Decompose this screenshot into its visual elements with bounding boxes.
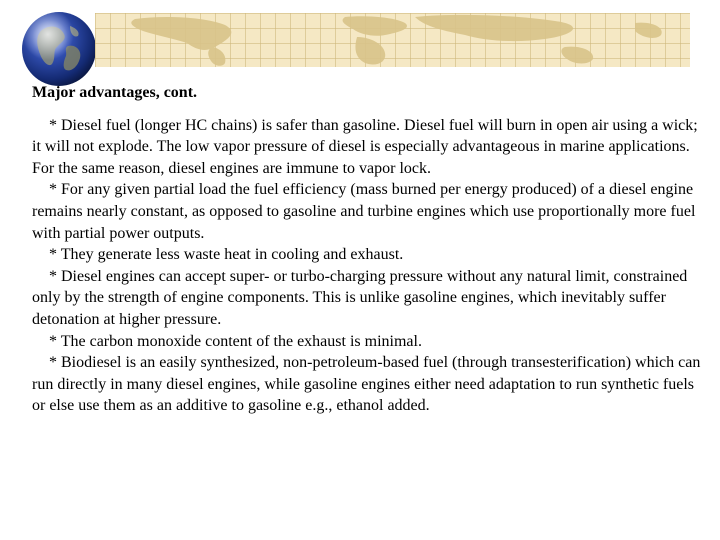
- bullet-paragraph: * For any given partial load the fuel efficiency (mass burned per energy produced) of a diesel engine remains nearly constant, as opposed to gasoline and turbine engines which use proportionally more fuel with partial power outputs.: [32, 181, 696, 242]
- bullet-paragraph: * They generate less waste heat in cooling and exhaust.: [49, 246, 404, 264]
- bullet-paragraph: * Diesel engines can accept super- or turbo-charging pressure without any natural limit, constrained only by the strength of engine components. This is unlike gasoline engines, which inevitably suffer detonation at higher pressure.: [32, 267, 688, 328]
- globe-icon: [20, 10, 98, 88]
- world-map-banner: [95, 13, 690, 67]
- slide-body: [32, 82, 702, 417]
- slide-heading: Major advantages, cont.: [32, 84, 198, 101]
- bullet-paragraph: * Biodiesel is an easily synthesized, non-petroleum-based fuel (through transesterification) which can run directly in many diesel engines, while gasoline engines either need adaptation to run synthetic fuels or else use them as an additive to gasoline e.g., ethanol added.: [32, 354, 701, 415]
- bullet-paragraph: * Diesel fuel (longer HC chains) is safer than gasoline. Diesel fuel will burn in open air using a wick; it will not explode. The low vapor pressure of diesel is especially advantageous in marine applications. For the same reason, diesel engines are immune to vapor lock.: [32, 116, 698, 177]
- bullet-paragraph: * The carbon monoxide content of the exhaust is minimal.: [49, 332, 422, 350]
